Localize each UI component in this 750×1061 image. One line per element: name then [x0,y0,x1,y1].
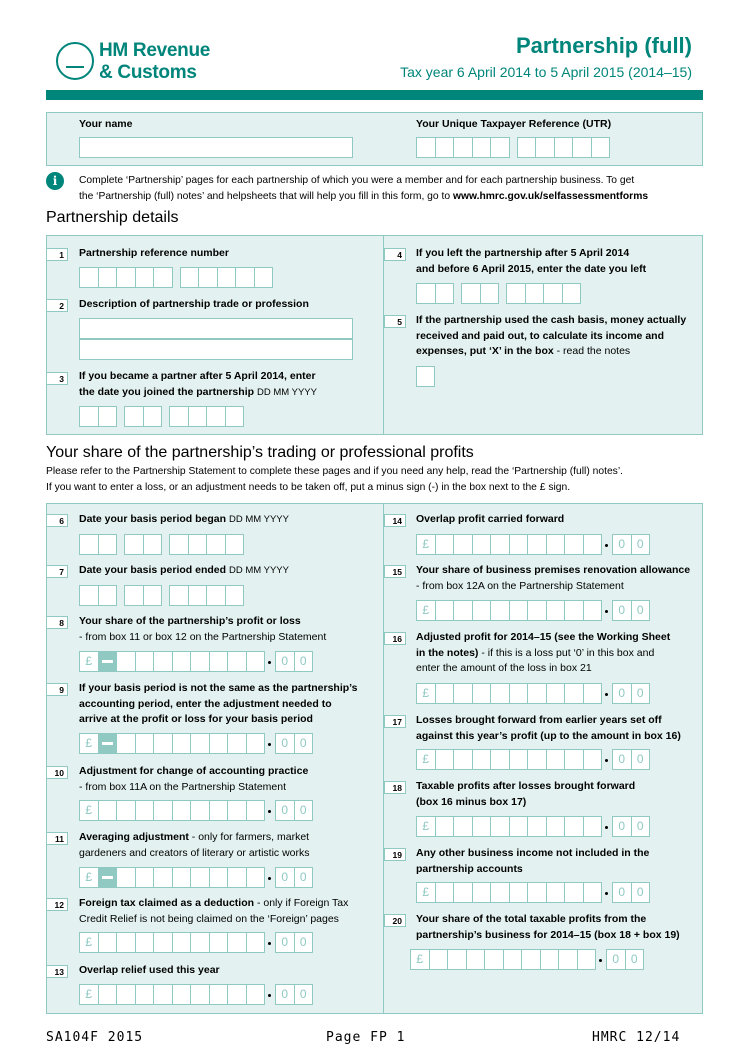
box14-label: Overlap profit carried forward [416,513,565,525]
box18-line2: (box 16 minus box 17) [416,795,527,808]
pence-zero: 0 [612,534,632,555]
box-number-9: 9 [46,683,68,696]
box16-label [416,630,670,677]
info-line2-text: the ‘Partnership (full) notes’ and helpsheets that will help you fill in this form, go to [79,191,453,202]
hmrc-crest-icon [56,42,94,80]
pence-zero: 0 [631,534,651,555]
box12-line1-text: Foreign tax claimed as a deduction [79,897,255,909]
utr-field[interactable] [416,137,609,158]
intro-line2: If you want to enter a loss, or an adjustment needs to be taken off, put a minus sign (-) in the box next to the £ sign. [46,482,571,493]
box4-line2: and before 6 April 2015, enter the date you left [416,262,647,275]
box18-label [416,779,635,810]
pound-sign: £ [416,683,436,704]
logo-line1: HM Revenue [99,40,211,61]
box16-line2-text: in the notes) [416,646,479,659]
basis-ended-field[interactable] [79,585,243,606]
section1-divider [383,236,384,434]
box15-line2: - from box 12A on the Partnership Statement [416,579,624,592]
pence-zero: 0 [294,984,314,1005]
pound-sign: £ [79,932,99,953]
date-joined-field[interactable] [79,406,243,427]
hmrc-logo [99,40,210,84]
adjusted-profit-field[interactable] [416,683,649,704]
box-number-12: 12 [46,898,68,911]
foreign-tax-field[interactable] [79,932,312,953]
box-number-11: 11 [46,832,68,845]
minus-sign-box[interactable] [98,867,118,888]
box3-line2 [79,385,317,401]
pound-sign: £ [79,733,99,754]
pence-zero: 0 [606,949,626,970]
page-number: Page FP 1 [326,1030,406,1045]
pence-zero: 0 [294,867,314,888]
date-left-field[interactable] [416,283,580,304]
box4-label [416,246,646,277]
box-number-5: 5 [384,315,406,328]
box6-label [79,512,289,528]
box20-label [416,912,680,943]
box-number-15: 15 [384,565,406,578]
box7-label [79,563,289,579]
cash-basis-checkbox[interactable] [416,366,435,387]
box15-line1: Your share of business premises renovation allowance [416,564,691,576]
pound-sign: £ [79,651,99,672]
box19-line1: Any other business income not included in the [416,847,650,859]
taxable-profits-field[interactable] [416,816,649,837]
pound-sign: £ [79,800,99,821]
pence-zero: 0 [275,932,295,953]
pence-zero: 0 [294,800,314,821]
box5-line2: received and paid out, to calculate its income and [416,329,664,342]
pence-zero: 0 [275,651,295,672]
other-income-field[interactable] [416,882,649,903]
box-number-19: 19 [384,848,406,861]
profit-share-field[interactable] [79,651,312,672]
box-number-6: 6 [46,514,68,527]
box20-line2: partnership’s business for 2014–15 (box 18 + box 19) [416,928,680,941]
pence-zero: 0 [275,867,295,888]
pence-zero: 0 [612,749,632,770]
box-number-1: 1 [46,248,68,261]
box3-format: DD MM YYYY [256,386,317,398]
box11-line1-text: Averaging adjustment [79,831,189,843]
utr-label: Your Unique Taxpayer Reference (UTR) [416,118,612,130]
box11-note: - only for farmers, market [188,831,310,843]
pence-zero: 0 [631,816,651,837]
minus-sign-box[interactable] [98,651,118,672]
box17-line1: Losses brought forward from earlier years set off [416,714,662,726]
box7-text: Date your basis period ended [79,564,227,576]
box-number-20: 20 [384,914,406,927]
box7-format: DD MM YYYY [228,565,289,576]
box9-line2: accounting period, enter the adjustment needed to [79,697,332,710]
box3-line2-text: the date you joined the partnership [79,385,255,398]
losses-brought-forward-field[interactable] [416,749,649,770]
box5-note: - read the notes [553,345,631,357]
pound-sign: £ [416,534,436,555]
box-number-17: 17 [384,715,406,728]
intro-line1: Please refer to the Partnership Statement to complete these pages and if you need any help, read the ‘Partnership (full) notes’. [46,466,623,477]
box2-label: Description of partnership trade or profession [79,298,309,310]
box9-line3: arrive at the profit or loss for your basis period [79,713,313,725]
box17-label [416,713,681,744]
pound-sign: £ [416,882,436,903]
box-number-16: 16 [384,632,406,645]
pence-zero: 0 [294,733,314,754]
section2-divider [383,504,384,1013]
pence-zero: 0 [612,816,632,837]
box9-label [79,681,358,728]
box18-line1: Taxable profits after losses brought forward [416,780,636,792]
pence-zero: 0 [612,683,632,704]
form-title: Partnership (full) [515,33,692,58]
pound-sign: £ [416,749,436,770]
box12-line2: Credit Relief is not being claimed on the ‘Foreign’ pages [79,912,339,925]
box-number-2: 2 [46,299,68,312]
box12-label [79,896,348,927]
box6-text: Date your basis period began [79,513,227,525]
pence-zero: 0 [631,749,651,770]
form-subtitle: Tax year 6 April 2014 to 5 April 2015 (2014–15) [400,64,692,80]
box11-label [79,830,310,861]
box-number-7: 7 [46,565,68,578]
box15-label [416,563,690,594]
info-link[interactable]: www.hmrc.gov.uk/selfassessmentforms [452,191,649,202]
name-label: Your name [79,118,133,130]
info-line1: Complete ‘Partnership’ pages for each partnership of which you were a member and for each partnership business. To get [79,175,635,186]
box12-line1 [79,896,348,912]
total-taxable-profits-field[interactable] [410,949,643,970]
pound-sign: £ [416,600,436,621]
box3-line1: If you became a partner after 5 April 2014, enter [79,370,316,382]
form-version: HMRC 12/14 [592,1030,681,1045]
box16-line3: enter the amount of the loss in box 21 [416,662,592,674]
averaging-adjustment-field[interactable] [79,867,312,888]
pence-zero: 0 [625,949,645,970]
box16-note: - if this is a loss put ‘0’ in this box and [478,646,655,659]
box-number-3: 3 [46,372,68,385]
box8-label [79,614,326,645]
header-bar [46,90,703,100]
box3-label [79,369,317,400]
box8-line1: Your share of the partnership’s profit or loss [79,615,301,627]
pence-zero: 0 [275,733,295,754]
pence-zero: 0 [612,600,632,621]
accounting-change-field[interactable] [79,800,312,821]
pence-zero: 0 [294,932,314,953]
pound-sign: £ [79,984,99,1005]
pound-sign: £ [79,867,99,888]
form-code: SA104F 2015 [46,1030,144,1045]
box9-line1: If your basis period is not the same as the partnership’s [79,682,358,694]
renovation-allowance-field[interactable] [416,600,649,621]
box6-format: DD MM YYYY [228,514,289,525]
box-number-13: 13 [46,965,68,978]
name-field[interactable] [79,137,353,158]
pence-zero: 0 [275,800,295,821]
box-number-10: 10 [46,766,68,779]
box13-label: Overlap relief used this year [79,964,220,976]
basis-began-field[interactable] [79,534,243,555]
box5-label [416,313,686,360]
box16-line1: Adjusted profit for 2014–15 (see the Working Sheet [416,631,671,643]
section2-heading: Your share of the partnership’s trading or professional profits [46,444,474,461]
box11-line2: gardeners and creators of literary or artistic works [79,846,310,859]
box12-note: - only if Foreign Tax [254,897,349,909]
section2-intro [46,464,706,496]
box-number-4: 4 [384,248,406,261]
pence-zero: 0 [631,683,651,704]
overlap-relief-field[interactable] [79,984,312,1005]
info-icon: i [46,172,64,190]
pence-zero: 0 [631,600,651,621]
box5-line3-text: expenses, put ‘X’ in the box [416,345,554,357]
box16-line2 [416,646,670,662]
pence-zero: 0 [612,882,632,903]
description-field-line1[interactable] [79,318,353,339]
box4-line1: If you left the partnership after 5 April 2014 [416,247,630,259]
box10-label [79,764,308,795]
pence-zero: 0 [631,882,651,903]
partnership-reference-field[interactable] [79,267,272,288]
section1-heading: Partnership details [46,209,179,226]
box10-line2: - from box 11A on the Partnership Statement [79,780,287,793]
pence-zero: 0 [294,651,314,672]
box5-line1: If the partnership used the cash basis, money actually [416,314,687,326]
logo-line2: & Customs [99,62,197,83]
box17-line2: against this year’s profit (up to the amount in box 16) [416,729,681,742]
box-number-18: 18 [384,781,406,794]
box5-line3 [416,344,686,360]
box-number-14: 14 [384,514,406,527]
basis-adjustment-field[interactable] [79,733,312,754]
box8-line2: - from box 11 or box 12 on the Partnership Statement [79,630,327,643]
box10-line1: Adjustment for change of accounting practice [79,765,309,777]
box1-label: Partnership reference number [79,247,229,259]
minus-sign-box[interactable] [98,733,118,754]
description-field-line2[interactable] [79,339,353,360]
box20-line1: Your share of the total taxable profits from the [416,913,647,925]
info-line2 [79,189,709,205]
info-text [79,173,709,205]
box11-line1 [79,830,310,846]
box-number-8: 8 [46,616,68,629]
box19-line2: partnership accounts [416,862,523,875]
overlap-profit-field[interactable] [416,534,649,555]
pound-sign: £ [416,816,436,837]
pence-zero: 0 [275,984,295,1005]
box19-label [416,846,649,877]
pound-sign: £ [410,949,430,970]
